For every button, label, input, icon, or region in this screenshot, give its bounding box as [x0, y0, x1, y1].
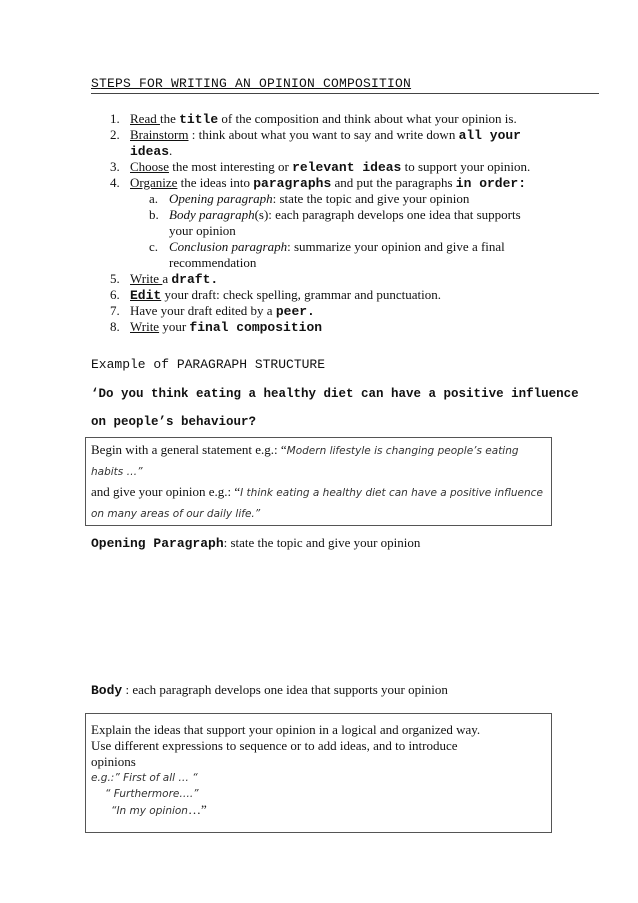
step-text-part: all your: [458, 128, 521, 143]
step-text-part: Choose: [130, 159, 169, 174]
step-text-part: your opinion: [169, 223, 236, 238]
step-text-part: : think about what you want to say and write down: [188, 127, 459, 142]
sub-step-item: [149, 255, 256, 271]
step-item: [110, 271, 218, 288]
step-item: [110, 175, 526, 192]
opinion-label: and give your opinion e.g.: “: [91, 484, 241, 499]
step-text-part: .: [169, 143, 173, 158]
begin-label: Begin with a general statement e.g.: “: [91, 442, 287, 457]
opening-label: Opening Paragraph: [91, 536, 224, 551]
body-paragraph-line: [91, 682, 448, 698]
body-box-line-1: Explain the ideas that support your opinion in a logical and organized way.: [91, 722, 481, 737]
step-text-part: title: [179, 112, 219, 127]
step-text-part: draft.: [171, 272, 219, 287]
step-text-part: Edit: [130, 288, 162, 303]
step-text-part: : state the topic and give your opinion: [272, 191, 470, 206]
step-text-part: your draft: check spelling, grammar and punctuation.: [161, 287, 441, 302]
step-text-part: Body paragraph: [169, 207, 255, 222]
step-text-part: Brainstorm: [130, 127, 189, 142]
step-text-part: the most interesting or: [169, 159, 293, 174]
step-text-part: ideas: [130, 144, 170, 159]
opening-paragraph-line: [91, 535, 420, 551]
step-item: [110, 303, 315, 320]
step-item: [110, 111, 517, 128]
step-number: 1.: [110, 111, 120, 126]
opening-text: : state the topic and give your opinion: [223, 535, 421, 550]
sub-step-item: [149, 223, 236, 239]
step-item: [110, 287, 441, 304]
step-text-part: Opening paragraph: [169, 191, 273, 206]
step-number: 5.: [110, 271, 120, 286]
step-item: [110, 159, 530, 176]
step-text-part: Read: [130, 111, 160, 126]
step-number: 6.: [110, 287, 120, 302]
example-heading: Example of PARAGRAPH STRUCTURE: [91, 357, 326, 372]
step-number: 7.: [110, 303, 120, 318]
step-number: 8.: [110, 319, 120, 334]
step-item: [110, 143, 172, 160]
sub-step-item: [149, 207, 521, 223]
step-text-part: to support your opinion.: [401, 159, 531, 174]
body-label: Body: [91, 683, 123, 698]
step-text-part: Write: [130, 271, 163, 286]
title-underline: [91, 93, 599, 94]
body-box-line-2: Use different expressions to sequence or to add ideas, and to introduce: [91, 738, 458, 753]
step-text-part: the: [159, 111, 180, 126]
step-text-part: your: [159, 319, 190, 334]
page-title: STEPS FOR WRITING AN OPINION COMPOSITION: [91, 76, 412, 91]
begin-example: Modern lifestyle is changing people’s eating habits …”: [91, 445, 519, 478]
step-text-part: recommendation: [169, 255, 257, 270]
body-box-example-2: “ Furthermore….”: [105, 788, 199, 800]
step-number: b.: [149, 207, 159, 222]
step-text-part: Write: [130, 319, 160, 334]
step-number: a.: [149, 191, 159, 206]
step-text-part: (s): each paragraph develops one idea that supports: [254, 207, 521, 222]
step-text-part: in order:: [455, 176, 527, 191]
step-item: [110, 319, 322, 336]
step-item: [110, 127, 521, 144]
step-text-part: peer.: [275, 304, 315, 319]
sub-step-item: [149, 239, 505, 255]
begin-statement: [91, 440, 546, 482]
step-text-part: Organize: [130, 175, 178, 190]
body-box-example-3: [91, 802, 546, 819]
body-text: : each paragraph develops one idea that supports your opinion: [122, 682, 448, 697]
body-example-box: [85, 713, 552, 833]
step-text-part: Conclusion paragraph: [169, 239, 288, 254]
step-text-part: the ideas into: [177, 175, 254, 190]
step-text-part: final composition: [189, 320, 323, 335]
step-text-part: and put the paragraphs: [331, 175, 456, 190]
body-box-example-3-text: “In my opinion: [111, 805, 188, 817]
step-number: 4.: [110, 175, 120, 190]
step-number: 3.: [110, 159, 120, 174]
step-text-part: Have your draft edited by a: [130, 303, 276, 318]
body-box-example-3-end: …”: [187, 802, 207, 817]
step-text-part: relevant ideas: [292, 160, 402, 175]
step-text-part: a: [162, 271, 172, 286]
body-box-example-1: e.g.:” First of all … “: [91, 772, 198, 784]
step-text-part: of the composition and think about what your opinion is.: [218, 111, 517, 126]
opinion-statement: [91, 482, 546, 524]
step-number: c.: [149, 239, 159, 254]
step-number: 2.: [110, 127, 120, 142]
step-text-part: paragraphs: [253, 176, 332, 191]
example-question: ‘Do you think eating a healthy diet can have a positive influence on people’s behaviour?: [91, 387, 579, 429]
sub-step-item: [149, 191, 469, 207]
step-text-part: : summarize your opinion and give a final: [287, 239, 505, 254]
opening-example-box: [85, 437, 552, 526]
opinion-example: I think eating a healthy diet can have a positive influence on many areas of our daily life.”: [91, 487, 543, 520]
body-box-line-3: opinions: [91, 754, 136, 769]
